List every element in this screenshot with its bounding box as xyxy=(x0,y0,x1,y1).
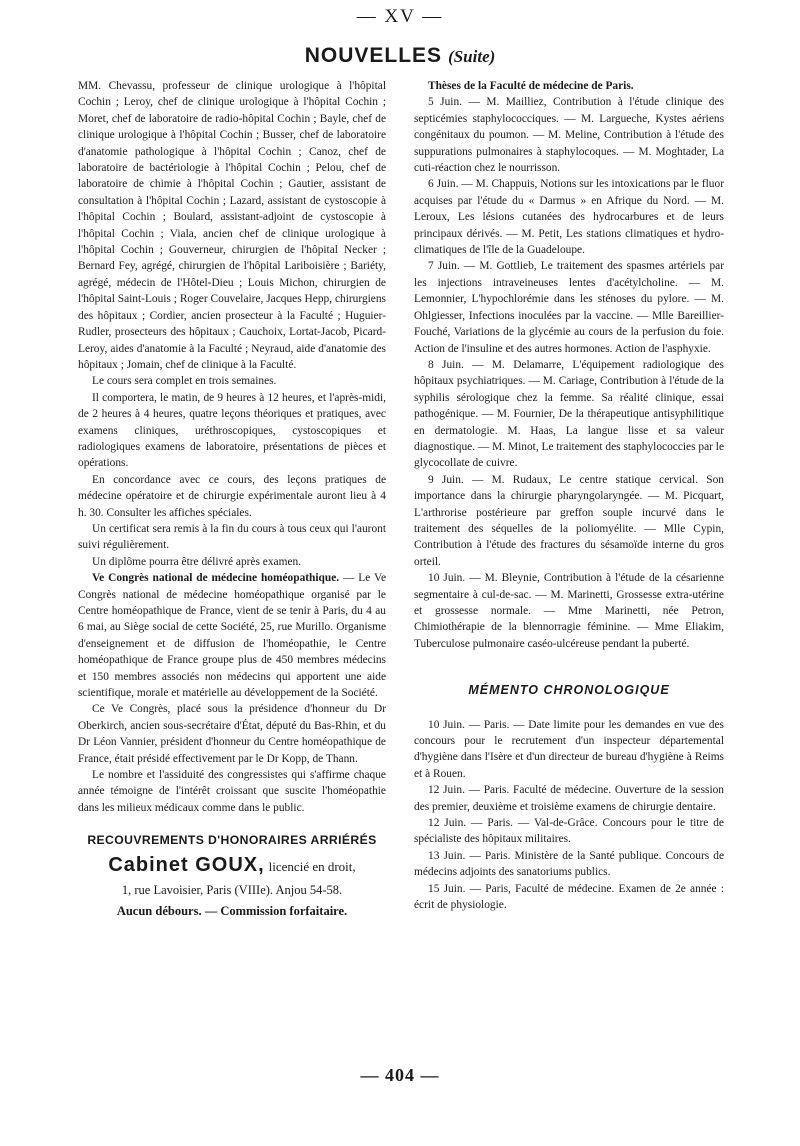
roman-page-number: — XV — xyxy=(356,6,444,27)
ad-credential: licencié en droit, xyxy=(268,858,356,874)
congres-heading: Ve Congrès national de médecine homéopathique. xyxy=(92,572,340,585)
advertisement xyxy=(78,832,386,919)
theses-june-6: 6 Juin. — M. Chappuis, Notions sur les intoxications par le fluor acquises par l'étude du « Darmus » en Afrique du Nord. — M. Leroux, Les lésions cutanées des hydrocarbures et de leurs principaux dérivés. — M. Petit, Les stations climatiques et hydro-climatiques de l'île de la Guadeloupe. xyxy=(414,178,724,257)
course-schedule-paragraph: Il comportera, le matin, de 9 heures à 12 heures, et l'après-midi, de 2 heures à 4 heures, quatre leçons théoriques et pratiques, avec examens cliniques, uréthroscopiques, cystoscopiques et radiologiques examens de laboratoire, présentations de pièces et opérations. xyxy=(78,391,386,470)
theses-june-5: 5 Juin. — M. Mailliez, Contribution à l'étude clinique des septicémies staphylococciques. — M. Largueche, Kystes aériens congénitaux du poumon. — M. Meline, Contribution à l'étude des suppurations pulmonaires à staphylocoques. — M. Moghtader, La cuti-réaction chez le nourrisson. xyxy=(414,96,724,175)
practical-lessons-paragraph: En concordance avec ce cours, des leçons pratiques de médecine opératoire et de chirurgie expérimentale auront lieu à 4 h. 30. Consulter les affiches spéciales. xyxy=(78,473,386,519)
ad-address: 1, rue Lavoisier, Paris (VIIIe). Anjou 54-58. xyxy=(121,883,343,898)
ad-terms: Aucun débours. — Commission forfaitaire. xyxy=(116,903,348,918)
congres-presidency-paragraph: Ce Ve Congrès, placé sous la présidence d'honneur du Dr Oberkirch, ancien sous-secrétaire d'État, député du Bas-Rhin, et du Dr Léon Vannier, président d'honneur du Centre homéopathique de France, était présidé effectivement par le Dr Kopp, de Thann. xyxy=(78,703,386,765)
course-duration-paragraph: Le cours sera complet en trois semaines. xyxy=(92,375,277,388)
certificate-paragraph: Un certificat sera remis à la fin du cours à tous ceux qui l'auront suivi régulièrement. xyxy=(78,522,386,552)
theses-june-7: 7 Juin. — M. Gottlieb, Le traitement des spasmes artériels par les injections intraveineuses lentes d'acétylcholine. — M. Lemonnier, L'hypochlorémie dans les sténoses du pylore. — M. Ohlgiesser, Infections inoculées par la vaccine. — Mlle Bareillier-Fouché, Variations de la glycémie au cours de la perfusion du foie. Action de l'insuline et des autres hormones. Action de l'asphyxie. xyxy=(414,260,724,355)
memento-entry: 10 Juin. — Paris. — Date limite pour les demandes en vue des concours pour le recrutement d'un inspecteur départemental d'hygiène dans l'Isère et d'un directeur de bureau d'hygiène à Reims et à Rouen. xyxy=(414,718,724,780)
faculty-list-paragraph: MM. Chevassu, professeur de clinique urologique à l'hôpital Cochin ; Leroy, chef de clinique urologique à l'hôpital Cochin ; Moret, chef de laboratoire de radio-hôpital Cochin ; Bayle, chef de clinique urologique à l'hôpital Cochin ; Busser, chef de laboratoire d'anatomie pathologique à l'hôpital Cochin ; Canoz, chef de laboratoire de bactériologie à l'hôpital Cochin ; Pelou, chef de laboratoire de chimie à l'hôpital Cochin ; Gautier, assistant de consultation à l'hôpital Cochin ; Lazard, assistant de cystoscopie à l'hôpital Cochin ; Boulard, assistant-adjoint de cystoscopie à l'hôpital Cochin ; Viala, ancien chef de clinique urologique à l'hôpital Cochin ; Gouverneur, chirurgien de l'hôpital Necker ; Bernard Fey, agrégé, chirurgien de l'hôpital Lariboisière ; Bariéty, agrégé, médecin de l'Hôtel-Dieu ; Louis Michon, chirurgien de l'hôpital Saint-Louis ; Roger Couvelaire, Jacques Hepp, chirurgiens des hôpitaux ; Cordier, ancien prosecteur à la Faculté ; Huguier-Rudler, prosecteurs des hôpitaux ; Cauchoix, Lortat-Jacob, Picard-Leroy, aides d'anatomie à la Faculté ; Neyraud, aide d'anatomie des hôpitaux ; Jomain, chef de clinique à la Faculté. xyxy=(78,80,386,371)
right-column xyxy=(414,78,724,914)
diploma-paragraph: Un diplôme pourra être délivré après examen. xyxy=(92,555,302,568)
page-number-footer: — 404 — xyxy=(360,1065,440,1085)
ad-heading: RECOUVREMENTS D'HONORAIRES ARRIÉRÉS xyxy=(87,833,377,848)
theses-june-10: 10 Juin. — M. Bleynie, Contribution à l'étude de la césarienne segmentaire à cul-de-sac. — M. Marinetti, Grossesse extra-utérine et grossesse normale. — Mme Marinetti, née Petron, Chimiothérapie de la blennorragie féminine. — Mme Eliakim, Tuberculose pulmonaire caséo-ulcéreuse pendant la puberté. xyxy=(414,572,724,650)
theses-june-8: 8 Juin. — M. Delamarre, L'équipement radiologique des hôpitaux psychiatriques. — M. Cariage, Contribution à l'étude de la syphilis sérologique chez la femme. Sa réalité clinique, essai pathogénique. — M. Fournier, De la thérapeutique antisyphilitique en dermatologie. M. Haas, La langue lisse et sa valeur diagnostique. — M. Minot, Le traitement des staphylococcies par le glycocollate de cuivre. xyxy=(414,358,724,470)
section-title-suite: (Suite) xyxy=(448,47,496,66)
ad-firm-name: Cabinet GOUX, xyxy=(108,853,265,876)
ad-name-row xyxy=(78,853,386,876)
left-column xyxy=(78,78,386,919)
theses-heading: Thèses de la Faculté de médecine de Paris. xyxy=(428,80,634,92)
memento-entry: 13 Juin. — Paris. Ministère de la Santé publique. Concours de médecins adjoints des sanatoriums publics. xyxy=(414,849,724,879)
memento-entry: 12 Juin. — Paris. — Val-de-Grâce. Concours pour le titre de spécialiste des hôpitaux militaires. xyxy=(414,817,724,846)
congres-text: — Le Ve Congrès national de médecine homéopathique organisé par le Centre homéopathique de France, vient de se tenir à Paris, du 4 au 6 mai, au Siège social de cette Société, 25, rue Murillo. Organisme d'enseignement et de diffusion de l'homéopathie, le Centre homéopathique de France groupe plus de 450 membres médecins et 150 membres associés non médecins qui apportent une aide scientifique, morale et matérielle au développement de la Société. xyxy=(78,572,387,700)
section-title-text: NOUVELLES xyxy=(304,44,443,67)
memento-title: MÉMENTO CHRONOLOGIQUE xyxy=(468,683,670,698)
congres-attendance-paragraph: Le nombre et l'assiduité des congressistes qui s'affirme chaque année témoigne de l'intérêt croissant que suscite l'homéopathie dans les milieux médicaux comme dans le public. xyxy=(78,769,386,814)
congres-paragraph xyxy=(78,570,386,701)
section-title xyxy=(0,44,800,68)
memento-entry: 12 Juin. — Paris. Faculté de médecine. Ouverture de la session des premier, deuxième et troisième examens de chirurgie dentaire. xyxy=(414,784,724,813)
theses-june-9: 9 Juin. — M. Rudaux, Le centre statique cervical. Son importance dans la chirurgie pharyngolaryngée. — M. Picquart, L'arthrorise postérieure par greffon souple incurvé dans le traitement des séquelles de la poliomyélite. — Mlle Cypin, Contribution à l'étude des fractures du sésamoïde interne du gros orteil. xyxy=(414,473,724,568)
memento-entry: 15 Juin. — Paris, Faculté de médecine. Examen de 2e année : écrit de physiologie. xyxy=(414,882,724,912)
